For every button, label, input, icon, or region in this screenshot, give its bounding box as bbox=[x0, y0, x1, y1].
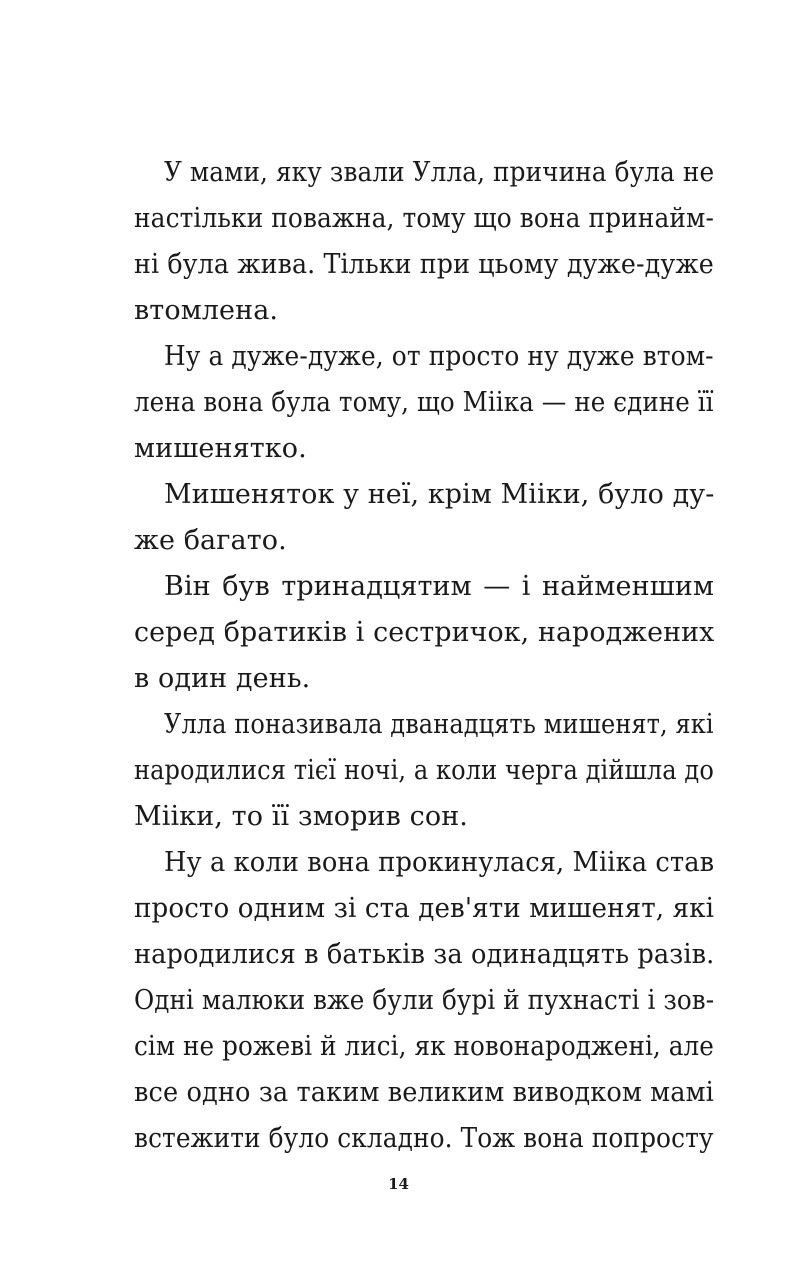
page-number: 14 bbox=[388, 1175, 409, 1193]
text-line: лена вона була тому, що Мііка — не єдине її bbox=[134, 387, 714, 418]
text-line: Ну а дуже-дуже, от просто ну дуже втом- bbox=[164, 341, 714, 372]
text-line: народилися в батьків за одинадцять разів. bbox=[134, 939, 715, 970]
text-line: сім не рожеві й лисі, як новонароджені, але bbox=[134, 1031, 714, 1062]
text-line: серед братиків і сестричок, народжених bbox=[134, 617, 715, 648]
text-line: Улла поназивала дванадцять мишенят, які bbox=[164, 709, 714, 740]
text-line: народилися тієї ночі, а коли черга дійшла до bbox=[134, 755, 714, 786]
text-line: Мііки, то її зморив сон. bbox=[134, 801, 468, 832]
text-line: мишенятко. bbox=[134, 433, 307, 464]
text-line: Ну а коли вона прокинулася, Мііка став bbox=[164, 847, 715, 878]
text-line: Він був тринадцятим — і найменшим bbox=[164, 571, 715, 602]
text-line: ні була жива. Тільки при цьому дуже-дуже bbox=[134, 249, 714, 280]
text-line: Одні малюки вже були бурі й пухнасті і зов- bbox=[134, 985, 715, 1016]
text-line: в один день. bbox=[134, 663, 311, 694]
text-line: Мишеняток у неї, крім Мііки, було ду- bbox=[164, 479, 715, 510]
text-line: все одно за таким великим виводком мамі bbox=[134, 1077, 714, 1108]
text-line: же багато. bbox=[134, 525, 287, 556]
text-line: У мами, яку звали Улла, причина була не bbox=[164, 157, 715, 188]
text-line: настільки поважна, тому що вона принайм- bbox=[134, 203, 714, 234]
text-line: втомлена. bbox=[134, 295, 279, 326]
text-line: встежити було складно. Тож вона попросту bbox=[134, 1123, 714, 1154]
text-line: просто одним зі ста дев'яти мишенят, які bbox=[134, 893, 715, 924]
